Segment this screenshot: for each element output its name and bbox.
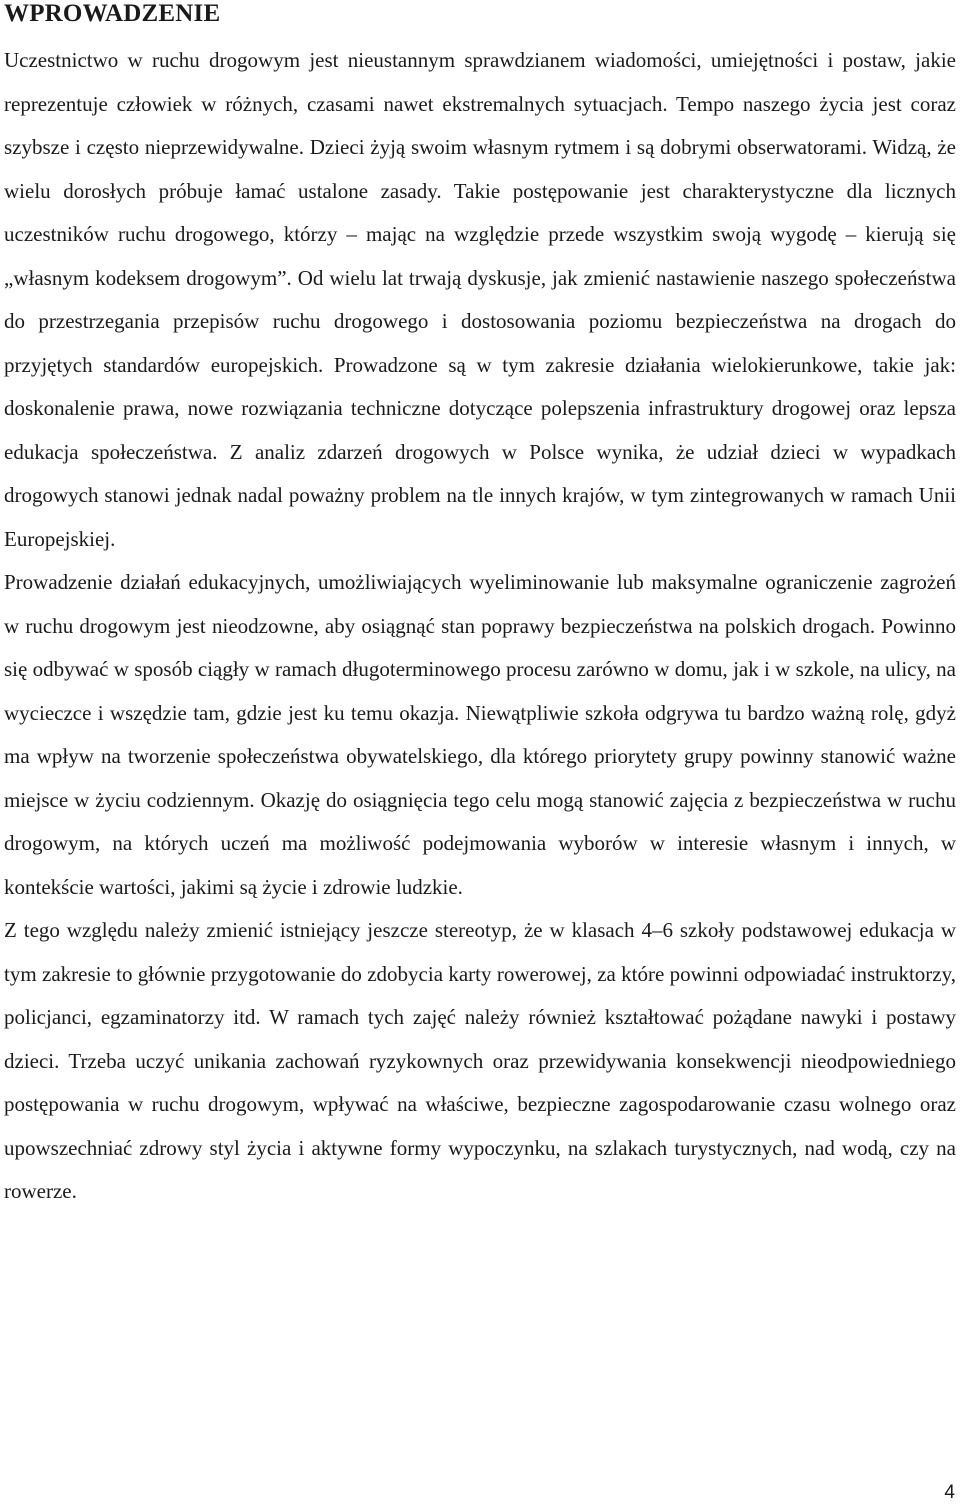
page-number: 4 — [944, 1482, 955, 1503]
section-heading: WPROWADZENIE — [4, 0, 221, 27]
body-text — [4, 39, 956, 1214]
paragraph-1: Uczestnictwo w ruchu drogowym jest nieustannym sprawdzianem wiadomości, umiejętności i postaw, jakie reprezentuje człowiek w różnych, czasami nawet ekstremalnych sytuacjach. Tempo naszego życia jest coraz szybsze i często nieprzewidywalne. Dzieci żyją swoim własnym rytmem i są dobrymi obserwatorami. Widzą, że wielu dorosłych próbuje łamać ustalone zasady. Takie postępowanie jest charakterystyczne dla licznych uczestników ruchu drogowego, którzy – mając na względzie przede wszystkim swoją wygodę – kierują się „własnym kodeksem drogowym”. Od wielu lat trwają dyskusje, jak zmienić nastawienie naszego społeczeństwa do przestrzegania przepisów ruchu drogowego i dostosowania poziomu bezpieczeństwa na drogach do przyjętych standardów europejskich. Prowadzone są w tym zakresie działania wielokierunkowe, takie jak: doskonalenie prawa, nowe rozwiązania techniczne dotyczące polepszenia infrastruktury drogowej oraz lepsza edukacja społeczeństwa. Z analiz zdarzeń drogowych w Polsce wynika, że udział dzieci w wypadkach drogowych stanowi jednak nadal poważny problem na tle innych krajów, w tym zintegrowanych w ramach Unii Europejskiej. — [4, 48, 956, 551]
paragraph-3: Z tego względu należy zmienić istniejący jeszcze stereotyp, że w klasach 4–6 szkoły podstawowej edukacja w tym zakresie to głównie przygotowanie do zdobycia karty rowerowej, za które powinni odpowiadać instruktorzy, policjanci, egzaminatorzy itd. W ramach tych zajęć należy również kształtować pożądane nawyki i postawy dzieci. Trzeba uczyć unikania zachowań ryzykownych oraz przewidywania konsekwencji nieodpowiedniego postępowania w ruchu drogowym, wpływać na właściwe, bezpieczne zagospodarowanie czasu wolnego oraz upowszechniać zdrowy styl życia i aktywne formy wypoczynku, na szlakach turystycznych, nad wodą, czy na rowerze. — [4, 918, 956, 1203]
paragraph-2: Prowadzenie działań edukacyjnych, umożliwiających wyeliminowanie lub maksymalne ograniczenie zagrożeń w ruchu drogowym jest nieodzowne, aby osiągnąć stan poprawy bezpieczeństwa na polskich drogach. Powinno się odbywać w sposób ciągły w ramach długoterminowego procesu zarówno w domu, jak i w szkole, na ulicy, na wycieczce i wszędzie tam, gdzie jest ku temu okazja. Niewątpliwie szkoła odgrywa tu bardzo ważną rolę, gdyż ma wpływ na tworzenie społeczeństwa obywatelskiego, dla którego priorytety grupy powinny stanowić ważne miejsce w życiu codziennym. Okazję do osiągnięcia tego celu mogą stanowić zajęcia z bezpieczeństwa w ruchu drogowym, na których uczeń ma możliwość podejmowania wyborów w interesie własnym i innych, w kontekście wartości, jakimi są życie i zdrowie ludzkie. — [4, 570, 956, 899]
